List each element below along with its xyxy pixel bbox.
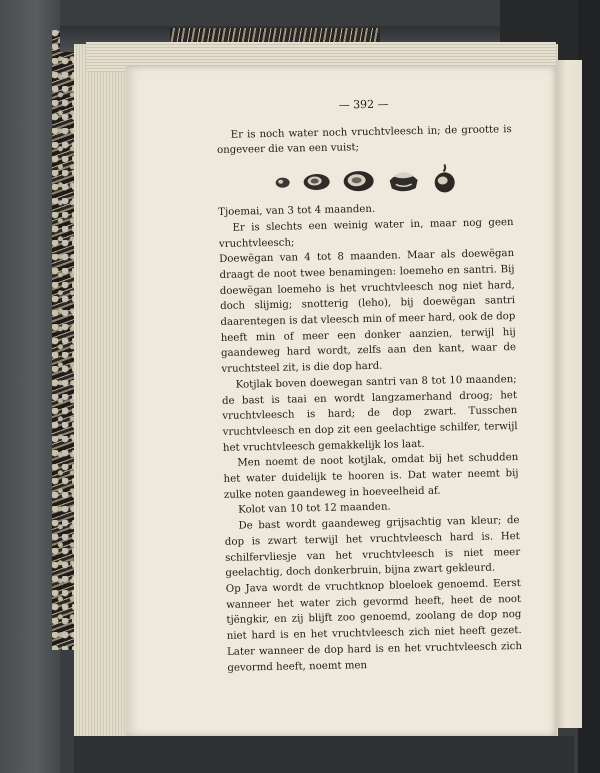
paragraph-tjoemai: Tjoemai, van 3 tot 4 maanden. [218,203,376,219]
book-cover [0,0,60,773]
intro-paragraph: Er is noch water noch vruchtvleesch in; de grootte is ongeveer die van een vuist; [216,123,512,157]
paragraph-kotjlak: Kotjlak boven doewegan santri van 8 tot 10 maanden; de bast is taai en wordt langzamerhand droog; het vruchtvleesch is hard; de dop zwart. Tusschen vruchtvleesch en dop zit een geelachtige schilfer, terwijl het vruchtvleesch gemakkelijk los laat. [221,373,518,454]
coconut-stage-1-icon [273,175,291,189]
coconut-stage-2-icon [301,171,331,192]
paragraph-kolot: Kolot van 10 tot 12 maanden. [238,502,391,517]
bottom-shadow [74,736,574,773]
coconut-stage-3-icon [341,168,375,193]
paragraph-bast: De bast wordt gaandeweg grijsachtig van kleur; de dop is zwart terwijl het vruchtvleesch hard is. Het schilfervliesje van het vruchtvleesch is niet meer geelachtig, doch donkerbruin, bijna zwart gekleurd. [224,515,521,580]
coconut-stage-5-icon [431,162,458,195]
coconut-illustrations [217,157,513,203]
paragraph-water: Er is slechts een weinig water in, maar nog geen vruchtvleesch; [218,216,514,250]
paragraph-noot: Men noemt de noot kotjlak, omdat bij het schudden het water duidelijk te hooren is. Dat water neemt bij zulke noten gaandeweg in hoeveelheid af. [223,452,519,501]
paragraph-java: Op Java wordt de vruchtknop bloeloek genoemd. Eerst wanneer het water zich gevormd heeft, heet de noot tjëngkir, en zij blijft zoo genoemd, zoolang de dop nog niet hard is en het vruchtvleesch zich niet heeft gezet. Later wanneer de dop hard is en het vruchtvleesch zich gevormd heeft, noemt men [225,577,523,674]
facing-page-edge [556,60,582,728]
page-number: — 392 — [338,97,389,112]
page-text [216,94,523,676]
marbled-edge [52,30,76,650]
coconut-stage-4-icon [385,164,422,195]
paragraph-doewegan: Doewëgan van 4 tot 8 maanden. Maar als doewëgan draagt de noot twee benamingen: loemeho en santri. Bij doewëgan loemeho is het vruchtvleesch nog niet hard, doch slijmig; snotterig (leho), bij doewëgan santri daarentegen is dat vleesch min of meer hard, ook de dop heeft min of meer een donker aanzien, terwijl hij gaandeweg hard wordt, zelfs aan den kant, waar de vruchtsteel zit, is die dop hard. [219,248,517,376]
